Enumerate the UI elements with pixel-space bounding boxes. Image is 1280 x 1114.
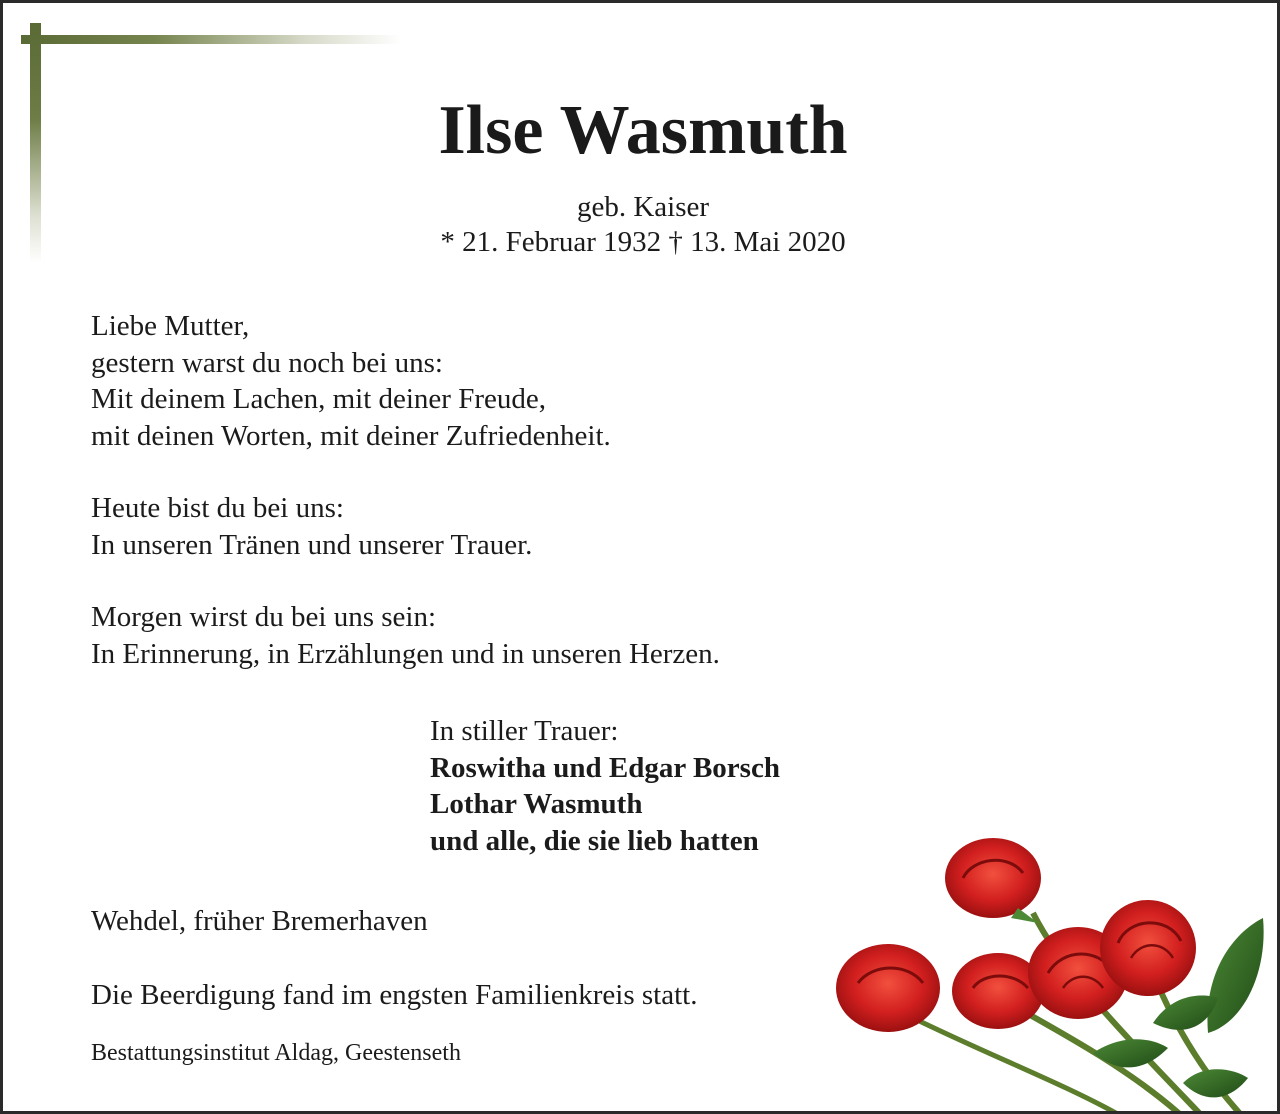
poem-stanza: [91, 490, 991, 563]
poem-line: In Erinnerung, in Erzählungen und in unseren Herzen.: [91, 637, 720, 670]
funeral-note: Die Beerdigung fand im engsten Familienkreis statt.: [91, 979, 698, 1011]
poem: [91, 308, 991, 708]
poem-line: Liebe Mutter,: [91, 310, 250, 342]
poem-line: gestern warst du noch bei uns:: [91, 346, 443, 379]
leaf: [1207, 918, 1263, 1033]
roses-illustration: [823, 823, 1280, 1114]
life-dates: * 21. Februar 1932 † 13. Mai 2020: [440, 226, 846, 258]
birth-name: geb. Kaiser: [576, 191, 710, 223]
place-line: Wehdel, früher Bremerhaven: [91, 905, 428, 937]
rose: [945, 838, 1041, 923]
poem-line: Heute bist du bei uns:: [91, 492, 344, 524]
rose: [836, 944, 940, 1032]
poem-line: Mit deinem Lachen, mit deiner Freude,: [91, 383, 546, 415]
poem-line: Morgen wirst du bei uns sein:: [91, 601, 437, 633]
stem: [903, 1013, 1123, 1114]
mourner-name: und alle, die sie lieb hatten: [430, 824, 759, 857]
undertaker: Bestattungsinstitut Aldag, Geestenseth: [91, 1040, 461, 1066]
rose: [1100, 900, 1196, 996]
leaf: [1183, 1069, 1248, 1097]
mourning-intro: In stiller Trauer:: [430, 715, 619, 747]
poem-line: In unseren Tränen und unserer Trauer.: [91, 528, 533, 561]
mourner-name: Roswitha und Edgar Borsch: [430, 751, 780, 784]
poem-line: mit deinen Worten, mit deiner Zufriedenheit.: [91, 419, 611, 452]
leaf: [1093, 1039, 1168, 1067]
cross-horizontal-beam: [21, 35, 401, 44]
poem-stanza: [91, 599, 991, 672]
deceased-name: Ilse Wasmuth: [438, 92, 848, 169]
mourner-name: Lothar Wasmuth: [430, 788, 643, 820]
poem-stanza: [91, 308, 991, 454]
